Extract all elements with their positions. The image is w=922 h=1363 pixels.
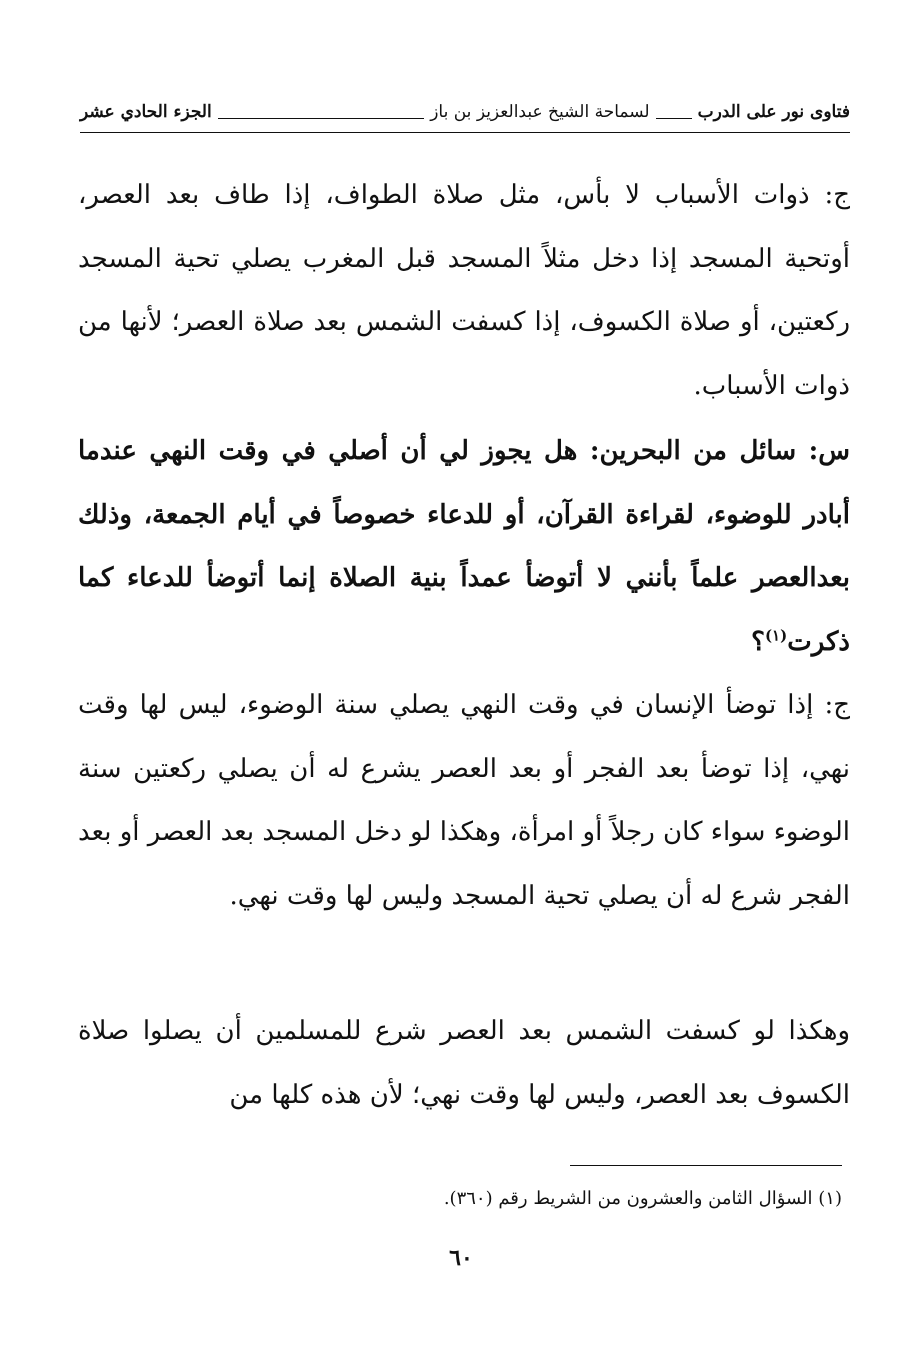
footnote: (١) السؤال الثامن والعشرون من الشريط رقم (٣٦٠). xyxy=(443,1188,842,1209)
page-number: ٦٠ xyxy=(449,1245,473,1271)
header-dash-long xyxy=(218,118,425,119)
header-dash xyxy=(656,118,692,119)
question-mark: ؟ xyxy=(751,626,765,657)
header-sheikh-name: لسماحة الشيخ عبدالعزيز بن باز xyxy=(430,102,650,122)
header-part-title: الجزء الحادي عشر xyxy=(80,102,212,122)
answer-paragraph-1: ج: ذوات الأسباب لا بأس، مثل صلاة الطواف، إذا طاف بعد العصر، أوتحية المسجد إذا دخل مثلاً المسجد قبل المغرب يصلي تحية المسجد ركعتين، أو صلاة الكسوف، إذا كسفت الشمس بعد صلاة العصر؛ لأنها من ذوات الأسباب. xyxy=(78,180,850,401)
footnote-rule xyxy=(570,1165,842,1166)
question-text: س: سائل من البحرين: هل يجوز لي أن أصلي في وقت النهي عندما أبادر للوضوء، لقراءة القرآن، أو للدعاء خصوصاً في أيام الجمعة، وذلك بعدالعصر علماً بأنني لا أتوضأ عمداً بنية الصلاة إنما أتوضأ للدعاء كما ذكرت xyxy=(78,436,850,657)
question-paragraph xyxy=(78,420,850,674)
footnote-ref-marker: (١) xyxy=(764,625,788,644)
answer-paragraph-2: ج: إذا توضأ الإنسان في وقت النهي يصلي سنة الوضوء، ليس لها وقت نهي، إذا توضأ بعد الفجر أو بعد العصر يشرع له أن يصلي ركعتين سنة الوضوء سواء كان رجلاً أو امرأة، وهكذا لو دخل المسجد بعد العصر أو بعد الفجر شرع له أن يصلي تحية المسجد وليس لها وقت نهي. xyxy=(78,690,851,911)
header-rule xyxy=(80,132,850,133)
body-paragraph-3: وهكذا لو كسفت الشمس بعد العصر شرع للمسلمين أن يصلوا صلاة الكسوف بعد العصر، وليس لها وقت نهي؛ لأن هذه كلها من xyxy=(78,1016,850,1110)
header-series-title: فتاوى نور على الدرب xyxy=(697,102,850,122)
running-header xyxy=(80,92,850,132)
